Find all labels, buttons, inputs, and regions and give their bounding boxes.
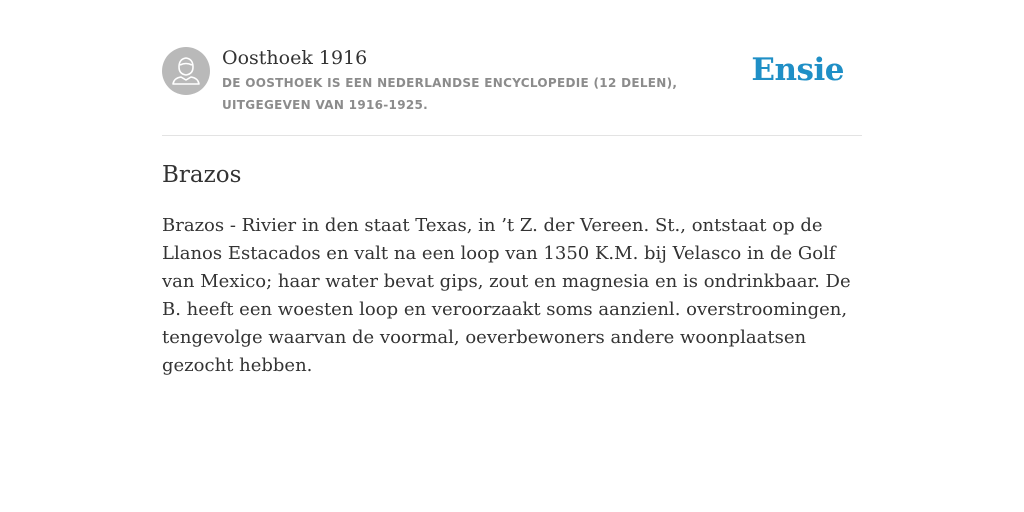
- entry-body: Brazos - Rivier in den staat Texas, in ’t Z. der Vereen. St., ontstaat op de Llanos Estacados en valt na een loop van 1350 K.M. bij Velasco in de Golf van Mexico; haar water bevat gips, zout en magnesia en is ondrinkbaar. De B. heeft een woesten loop en veroorzaakt soms aanzienl. overstroomingen, tengevolge waarvan de voormal, oeverbewoners andere woonplaatsen gezocht hebben.: [162, 215, 851, 376]
- source-title[interactable]: Oosthoek 1916: [222, 47, 368, 69]
- page: [162, 0, 862, 376]
- source-header: [162, 0, 862, 136]
- source-info: [222, 44, 757, 116]
- ensie-logo[interactable]: Ensie: [751, 52, 844, 88]
- source-avatar[interactable]: [162, 47, 210, 95]
- source-description: DE OOSTHOEK IS EEN NEDERLANDSE ENCYCLOPEDIE (12 DELEN), UITGEGEVEN VAN 1916-1925.: [222, 76, 678, 112]
- entry-title: Brazos: [162, 162, 242, 188]
- user-icon: [162, 47, 210, 95]
